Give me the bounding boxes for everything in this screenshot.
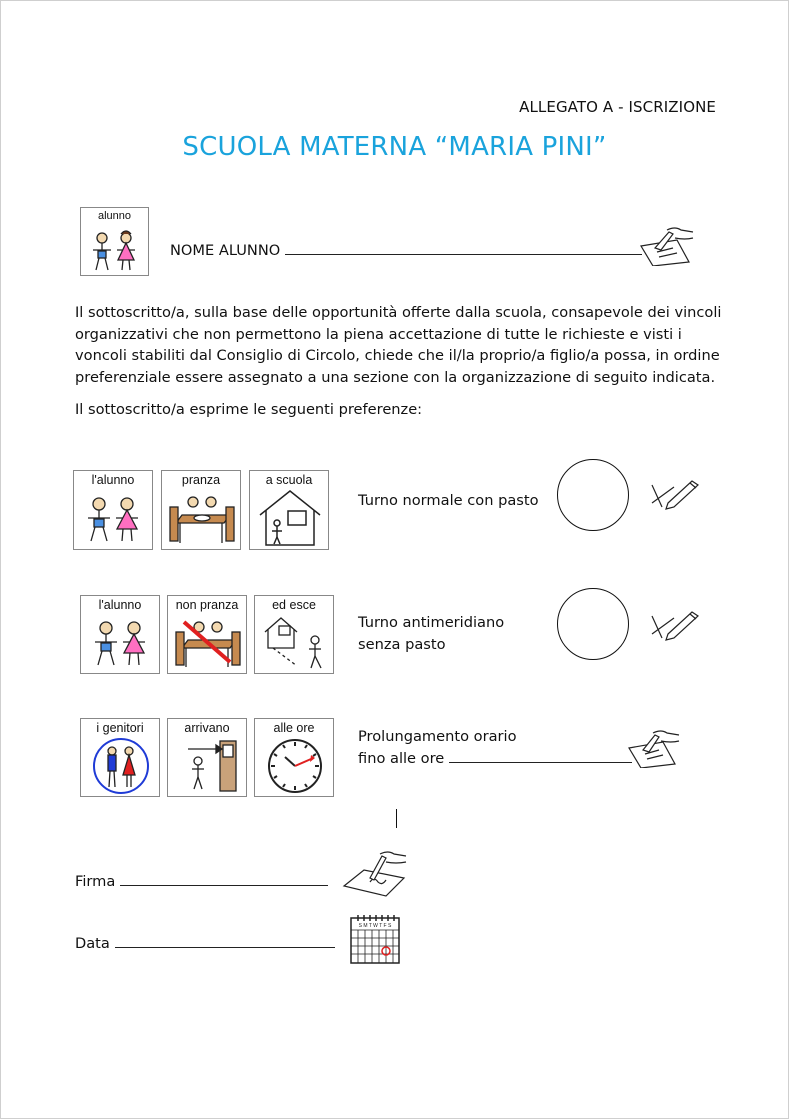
pictogram-ed-esce: ed esce xyxy=(254,595,334,674)
writing-hand-icon xyxy=(639,224,697,266)
school-title: SCUOLA MATERNA “MARIA PINI” xyxy=(182,132,607,162)
calendar-icon xyxy=(350,914,400,964)
pictogram-l-alunno: l'alunno xyxy=(73,470,153,550)
pictogram-alunno: alunno xyxy=(80,207,149,276)
pictogram-arrivano: arrivano xyxy=(167,718,247,797)
student-name-label: NOME ALUNNO xyxy=(170,242,281,259)
data-row xyxy=(75,935,335,952)
option-2-choice-circle[interactable] xyxy=(557,588,629,660)
pictogram-alle-ore: alle ore xyxy=(254,718,334,797)
pictogram-l-alunno-2: l'alunno xyxy=(80,595,160,674)
children-icon xyxy=(81,208,150,277)
pictogram-non-pranza: non pranza xyxy=(167,595,247,674)
option-3-row xyxy=(358,750,632,767)
end-time-field[interactable] xyxy=(449,750,632,763)
annex-label: ALLEGATO A - ISCRIZIONE xyxy=(519,98,716,116)
student-name-row xyxy=(170,242,642,259)
writing-hand-icon xyxy=(627,728,683,768)
student-name-field[interactable] xyxy=(285,242,642,255)
option-3-label-line2: fino alle ore xyxy=(358,750,445,767)
data-label: Data xyxy=(75,935,110,952)
leaving-school-icon xyxy=(255,596,335,675)
option-1-choice-circle[interactable] xyxy=(557,459,629,531)
preferences-paragraph: Il sottoscritto/a esprime le seguenti preferenze: xyxy=(75,401,423,418)
text-cursor xyxy=(396,809,397,828)
school-house-icon xyxy=(250,471,330,551)
no-eating-icon xyxy=(168,596,248,675)
writing-hand-icon xyxy=(342,848,408,898)
firma-field[interactable] xyxy=(120,873,328,886)
option-3-label-line1: Prolungamento orario xyxy=(358,728,517,745)
parents-icon xyxy=(81,719,161,798)
option-2-label-line2: senza pasto xyxy=(358,636,446,653)
firma-row xyxy=(75,873,328,890)
option-1-label: Turno normale con pasto xyxy=(358,492,539,509)
children-icon xyxy=(81,596,161,675)
pictogram-a-scuola: a scuola xyxy=(249,470,329,550)
children-icon xyxy=(74,471,154,551)
firma-label: Firma xyxy=(75,873,116,890)
data-field[interactable] xyxy=(115,935,335,948)
option-2-label-line1: Turno antimeridiano xyxy=(358,614,505,631)
calendar-days: S M T W T F S xyxy=(358,923,392,929)
pictogram-i-genitori: i genitori xyxy=(80,718,160,797)
checkmark-pencil-icon xyxy=(650,477,702,511)
arriving-door-icon xyxy=(168,719,248,798)
intro-paragraph: Il sottoscritto/a, sulla base delle opportunità offerte dalla scuola, consapevole dei vincoli organizzativi che non permettono la piena accettazione di tutte le richieste e visti i voncoli stabiliti dal Consiglio di Circolo, chiede che il/la proprio/a figlio/a possa, in ordine preferenziale essere assegnato a una sezione con la organizzazione di seguito indicata. xyxy=(75,304,722,386)
pictogram-pranza: pranza xyxy=(161,470,241,550)
clock-icon xyxy=(255,719,335,798)
eating-table-icon xyxy=(162,471,242,551)
checkmark-pencil-icon xyxy=(650,608,702,642)
